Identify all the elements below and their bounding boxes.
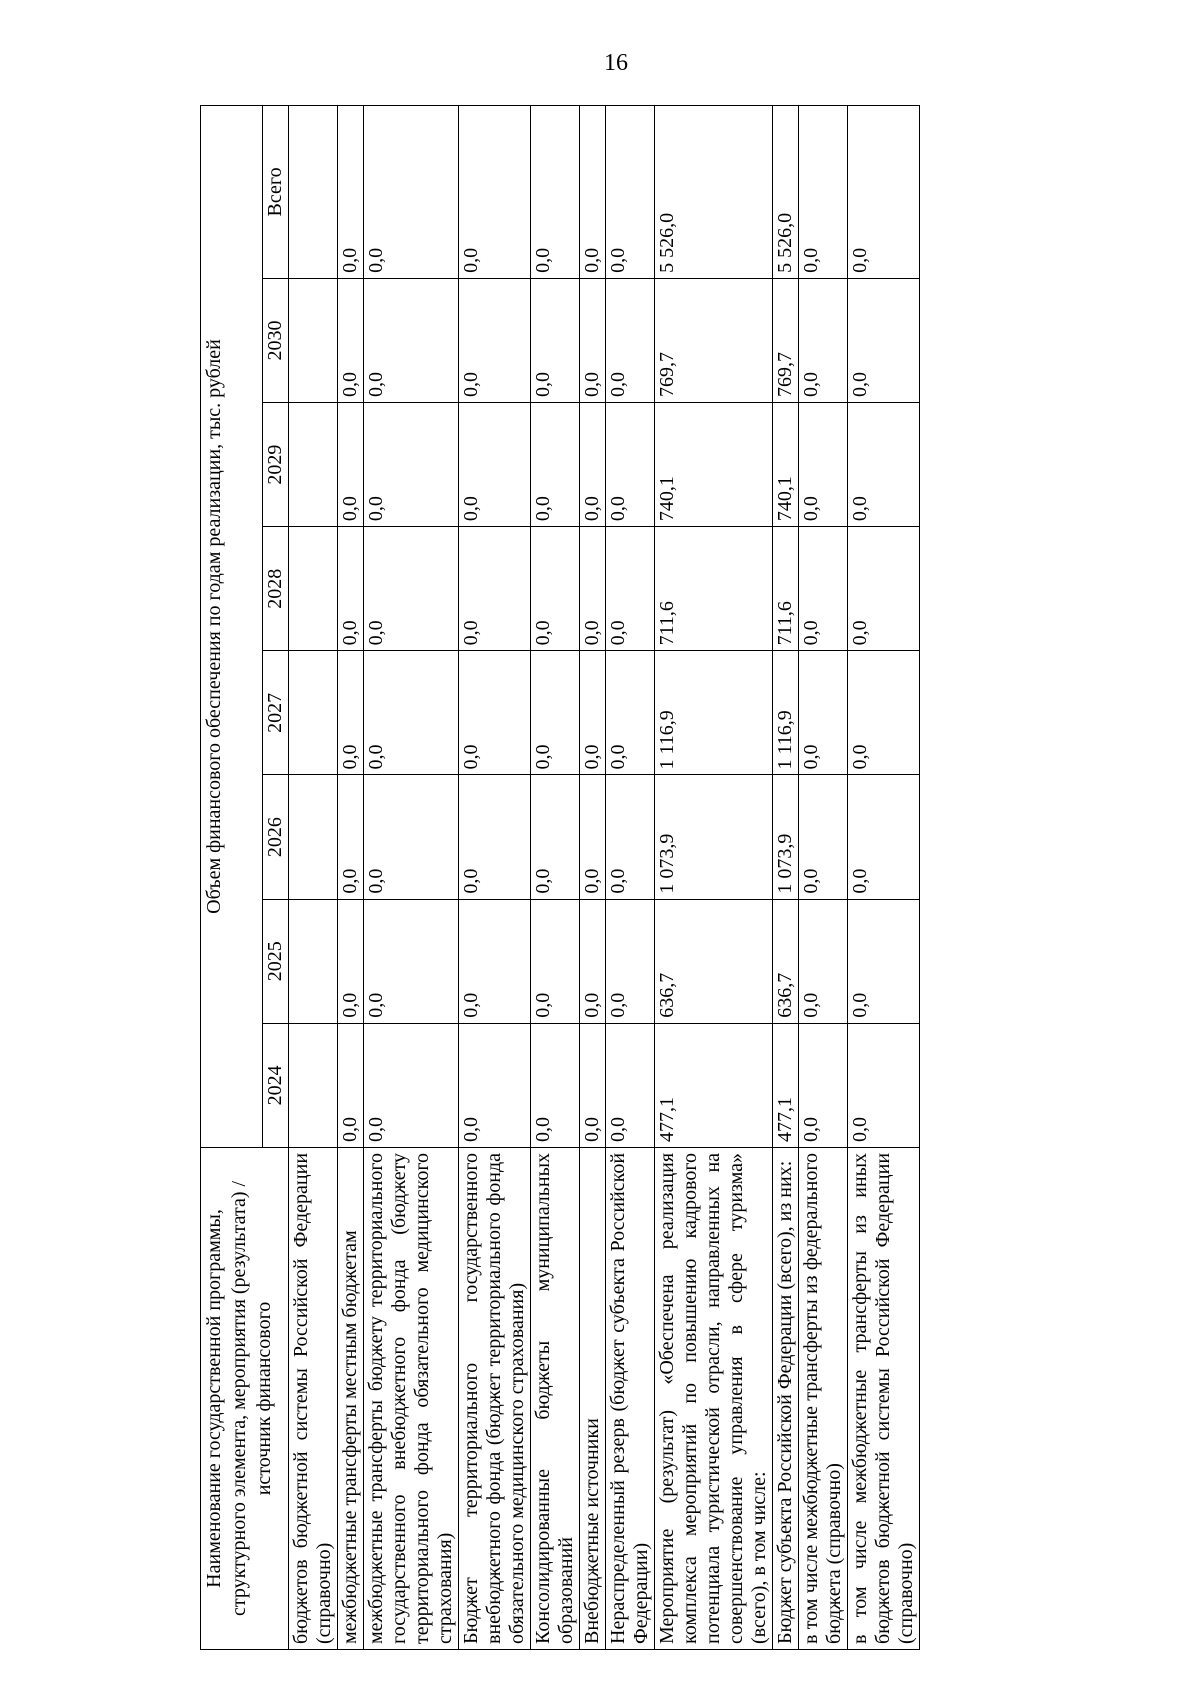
header-financing-group: Объем финансового обеспечения по годам реализации, тыс. рублей bbox=[201, 106, 263, 1148]
row-name-cell: Бюджет территориального государственного внебюджетного фонда (бюджет территориального фонда обязательного медицинского страхования) bbox=[459, 1147, 531, 1649]
row-value-cell: 0,0 bbox=[338, 527, 364, 651]
row-value-cell: 0,0 bbox=[531, 1023, 580, 1147]
row-value-cell: 1 116,9 bbox=[655, 651, 773, 775]
row-value-cell: 0,0 bbox=[799, 775, 848, 899]
row-value-cell: 0,0 bbox=[364, 651, 459, 775]
row-name-cell: в том числе межбюджетные трансферты из федерального бюджета (справочно) bbox=[799, 1147, 848, 1649]
row-name-cell: межбюджетные трансферты местным бюджетам bbox=[338, 1147, 364, 1649]
row-value-cell: 1 073,9 bbox=[655, 775, 773, 899]
row-value-cell: 0,0 bbox=[459, 403, 531, 527]
row-value-cell: 0,0 bbox=[799, 403, 848, 527]
row-value-cell: 0,0 bbox=[848, 403, 920, 527]
row-value-cell: 0,0 bbox=[799, 899, 848, 1023]
row-value-cell: 0,0 bbox=[531, 403, 580, 527]
row-name-cell: бюджетов бюджетной системы Российской Федерации (справочно) bbox=[289, 1147, 338, 1649]
row-value-cell: 0,0 bbox=[606, 775, 655, 899]
row-value-cell: 0,0 bbox=[364, 278, 459, 402]
row-value-cell: 0,0 bbox=[606, 403, 655, 527]
row-value-cell: 0,0 bbox=[338, 1023, 364, 1147]
row-value-cell: 0,0 bbox=[459, 651, 531, 775]
header-year-2027: 2027 bbox=[263, 651, 289, 775]
header-year-2025: 2025 bbox=[263, 899, 289, 1023]
row-value-cell: 0,0 bbox=[531, 899, 580, 1023]
row-value-cell: 0,0 bbox=[580, 899, 606, 1023]
row-value-cell: 0,0 bbox=[848, 775, 920, 899]
row-value-cell: 0,0 bbox=[364, 403, 459, 527]
row-value-cell: 711,6 bbox=[655, 527, 773, 651]
row-value-cell: 1 073,9 bbox=[773, 775, 799, 899]
table-row bbox=[289, 106, 338, 1650]
row-value-cell: 0,0 bbox=[364, 899, 459, 1023]
row-value-cell: 0,0 bbox=[580, 651, 606, 775]
row-value-cell: 636,7 bbox=[655, 899, 773, 1023]
row-value-cell: 0,0 bbox=[364, 775, 459, 899]
row-value-cell: 0,0 bbox=[848, 106, 920, 279]
row-value-cell: 0,0 bbox=[338, 403, 364, 527]
header-year-2029: 2029 bbox=[263, 403, 289, 527]
row-value-cell: 0,0 bbox=[459, 527, 531, 651]
row-value-cell: 477,1 bbox=[655, 1023, 773, 1147]
header-year-2026: 2026 bbox=[263, 775, 289, 899]
financing-table bbox=[200, 105, 920, 1650]
row-value-cell: 0,0 bbox=[606, 527, 655, 651]
row-value-cell: 0,0 bbox=[459, 106, 531, 279]
row-value-cell: 0,0 bbox=[848, 651, 920, 775]
row-name-cell: Внебюджетные источники bbox=[580, 1147, 606, 1649]
row-value-cell bbox=[289, 651, 338, 775]
row-name-cell: в том числе межбюджетные трансферты из иных бюджетов бюджетной системы Российской Федерации (справочно) bbox=[848, 1147, 920, 1649]
table-row bbox=[773, 106, 799, 1650]
row-value-cell: 769,7 bbox=[655, 278, 773, 402]
row-value-cell: 711,6 bbox=[773, 527, 799, 651]
row-value-cell bbox=[289, 278, 338, 402]
row-name-cell: Нераспределенный резерв (бюджет субъекта Российской Федерации) bbox=[606, 1147, 655, 1649]
table-row bbox=[848, 106, 920, 1650]
row-value-cell: 477,1 bbox=[773, 1023, 799, 1147]
row-value-cell: 740,1 bbox=[773, 403, 799, 527]
row-value-cell: 0,0 bbox=[531, 651, 580, 775]
row-value-cell: 0,0 bbox=[459, 899, 531, 1023]
row-value-cell: 0,0 bbox=[364, 527, 459, 651]
row-value-cell: 0,0 bbox=[606, 899, 655, 1023]
header-name-column: Наименование государственной программы, структурного элемента, мероприятия (результата) / источник финансового bbox=[201, 1147, 289, 1649]
header-total: Всего bbox=[263, 106, 289, 279]
table-row bbox=[606, 106, 655, 1650]
table-row bbox=[459, 106, 531, 1650]
row-value-cell: 0,0 bbox=[799, 1023, 848, 1147]
row-value-cell: 0,0 bbox=[364, 106, 459, 279]
row-value-cell: 0,0 bbox=[606, 651, 655, 775]
row-value-cell: 0,0 bbox=[531, 527, 580, 651]
row-value-cell: 0,0 bbox=[799, 106, 848, 279]
row-value-cell: 0,0 bbox=[580, 527, 606, 651]
row-value-cell: 0,0 bbox=[580, 775, 606, 899]
row-value-cell: 0,0 bbox=[531, 278, 580, 402]
row-value-cell: 636,7 bbox=[773, 899, 799, 1023]
row-value-cell: 0,0 bbox=[580, 1023, 606, 1147]
row-value-cell: 5 526,0 bbox=[655, 106, 773, 279]
row-value-cell: 0,0 bbox=[338, 278, 364, 402]
table-row bbox=[799, 106, 848, 1650]
table-row bbox=[364, 106, 459, 1650]
header-year-2024: 2024 bbox=[263, 1023, 289, 1147]
row-value-cell: 0,0 bbox=[580, 106, 606, 279]
row-value-cell: 0,0 bbox=[459, 278, 531, 402]
row-value-cell: 0,0 bbox=[606, 278, 655, 402]
row-name-cell: Бюджет субъекта Российской Федерации (всего), из них: bbox=[773, 1147, 799, 1649]
row-value-cell: 0,0 bbox=[338, 106, 364, 279]
row-value-cell: 0,0 bbox=[338, 651, 364, 775]
row-value-cell: 740,1 bbox=[655, 403, 773, 527]
table-row bbox=[531, 106, 580, 1650]
table-row bbox=[338, 106, 364, 1650]
row-value-cell: 0,0 bbox=[580, 403, 606, 527]
row-value-cell: 5 526,0 bbox=[773, 106, 799, 279]
row-value-cell: 0,0 bbox=[799, 527, 848, 651]
table-header bbox=[201, 106, 289, 1650]
row-value-cell: 0,0 bbox=[531, 775, 580, 899]
row-value-cell bbox=[289, 106, 338, 279]
row-value-cell: 0,0 bbox=[606, 1023, 655, 1147]
row-value-cell bbox=[289, 1023, 338, 1147]
page-number: 16 bbox=[604, 50, 628, 76]
row-value-cell: 0,0 bbox=[848, 899, 920, 1023]
row-value-cell: 0,0 bbox=[580, 278, 606, 402]
row-value-cell: 0,0 bbox=[338, 775, 364, 899]
row-value-cell: 0,0 bbox=[531, 106, 580, 279]
header-year-2028: 2028 bbox=[263, 527, 289, 651]
row-name-cell: Мероприятие (результат) «Обеспечена реализация комплекса мероприятий по повышению кадрового потенциала туристической отрасли, направленных на совершенствование управления в сфере туризма» (всего), в том числе: bbox=[655, 1147, 773, 1649]
row-value-cell: 0,0 bbox=[364, 1023, 459, 1147]
row-value-cell: 0,0 bbox=[338, 899, 364, 1023]
table-row bbox=[655, 106, 773, 1650]
row-value-cell: 0,0 bbox=[848, 1023, 920, 1147]
row-value-cell: 0,0 bbox=[459, 1023, 531, 1147]
table-body bbox=[289, 106, 920, 1650]
row-name-cell: Консолидированные бюджеты муниципальных образований bbox=[531, 1147, 580, 1649]
row-value-cell: 0,0 bbox=[799, 651, 848, 775]
row-value-cell: 1 116,9 bbox=[773, 651, 799, 775]
row-value-cell: 0,0 bbox=[848, 527, 920, 651]
row-value-cell bbox=[289, 775, 338, 899]
row-value-cell: 0,0 bbox=[799, 278, 848, 402]
row-value-cell: 0,0 bbox=[848, 278, 920, 402]
row-value-cell bbox=[289, 527, 338, 651]
row-value-cell: 0,0 bbox=[459, 775, 531, 899]
row-value-cell: 0,0 bbox=[606, 106, 655, 279]
rotated-table-frame bbox=[200, 105, 1080, 1650]
rotated-table-wrapper bbox=[200, 105, 1080, 1650]
row-value-cell bbox=[289, 899, 338, 1023]
table-row bbox=[580, 106, 606, 1650]
row-value-cell: 769,7 bbox=[773, 278, 799, 402]
row-name-cell: межбюджетные трансферты бюджету территориального государственного внебюджетного фонда (бюджету территориального фонда обязательного медицинского страхования) bbox=[364, 1147, 459, 1649]
row-value-cell bbox=[289, 403, 338, 527]
header-year-2030: 2030 bbox=[263, 278, 289, 402]
